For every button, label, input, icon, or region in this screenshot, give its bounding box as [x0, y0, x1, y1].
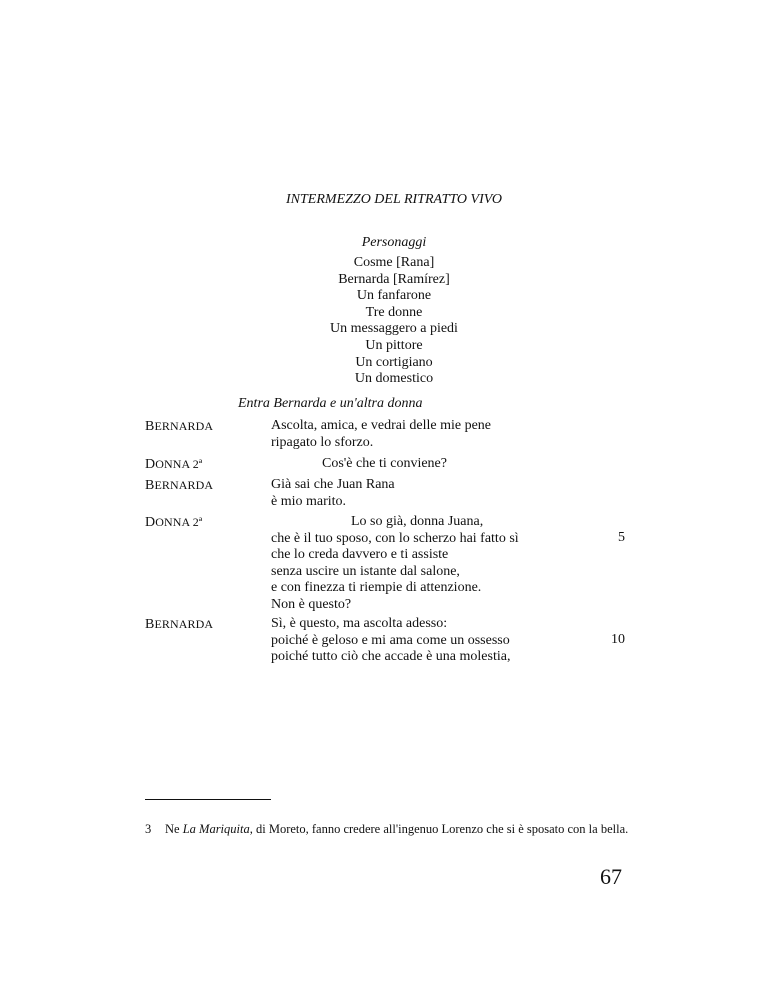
verse-lines: [271, 456, 601, 473]
footnote-separator: [145, 799, 271, 800]
cast-item: Un pittore: [365, 337, 423, 353]
cast-item: Cosme [Rana]: [353, 255, 435, 270]
speaker-name: BERNARDA: [145, 617, 214, 632]
line-number: 10: [611, 632, 625, 647]
verse-line: e con finezza ti riempie di attenzione.: [271, 580, 482, 596]
verse-lines: [271, 477, 601, 510]
cast-item: Bernarda [Ramírez]: [338, 271, 450, 287]
verse-line: Sì, è questo, ma ascolta adesso:: [271, 616, 448, 631]
cast-list: [0, 255, 768, 388]
page-number: 67: [600, 864, 622, 889]
cast-item: Un domestico: [354, 371, 434, 387]
verse-lines: [271, 616, 601, 666]
footnote-number: 3: [145, 822, 152, 836]
verse-line: Lo so già, donna Juana,: [351, 514, 484, 529]
cast-item: Un cortigiano: [355, 354, 433, 370]
verse-line: Già sai che Juan Rana: [271, 477, 395, 492]
verse-line: poiché è geloso e mi ama come un ossesso: [271, 632, 510, 648]
verse-line: senza uscire un istante dal salone,: [271, 563, 460, 579]
verse-line: che è il tuo sposo, con lo scherzo hai fatto sì: [271, 530, 519, 546]
footnote: [145, 821, 637, 837]
cast-item: Un messaggero a piedi: [330, 321, 458, 337]
footnote-text: Ne La Mariquita, di Moreto, fanno credere all'ingenuo Lorenzo che si è sposato con la bella.: [165, 822, 629, 836]
verse-line: che lo creda davvero e ti assiste: [271, 547, 449, 563]
verse-line: Ascolta, amica, e vedrai delle mie pene: [271, 418, 492, 433]
verse-lines: [271, 418, 601, 451]
speaker-name: DONNA 2ª: [145, 457, 203, 472]
verse-line: è mio marito.: [271, 493, 347, 509]
line-number: 5: [618, 530, 625, 545]
stage-direction: Entra Bernarda e un'altra donna: [238, 396, 423, 411]
verse-line: ripagato lo sforzo.: [271, 434, 374, 450]
speaker-name: BERNARDA: [145, 478, 214, 493]
speaker-name: DONNA 2ª: [145, 515, 203, 530]
verse-line: poiché tutto ciò che accade è una molestia,: [271, 649, 511, 665]
verse-lines: [271, 514, 601, 614]
cast-item: Tre donne: [365, 304, 423, 320]
verse-line: Non è questo?: [271, 596, 352, 612]
cast-item: Un fanfarone: [356, 288, 432, 304]
cast-heading: Personaggi: [361, 235, 427, 250]
verse-line: Cos'è che ti conviene?: [322, 456, 447, 471]
play-title: INTERMEZZO DEL RITRATTO VIVO: [286, 192, 502, 207]
speaker-name: BERNARDA: [145, 419, 214, 434]
